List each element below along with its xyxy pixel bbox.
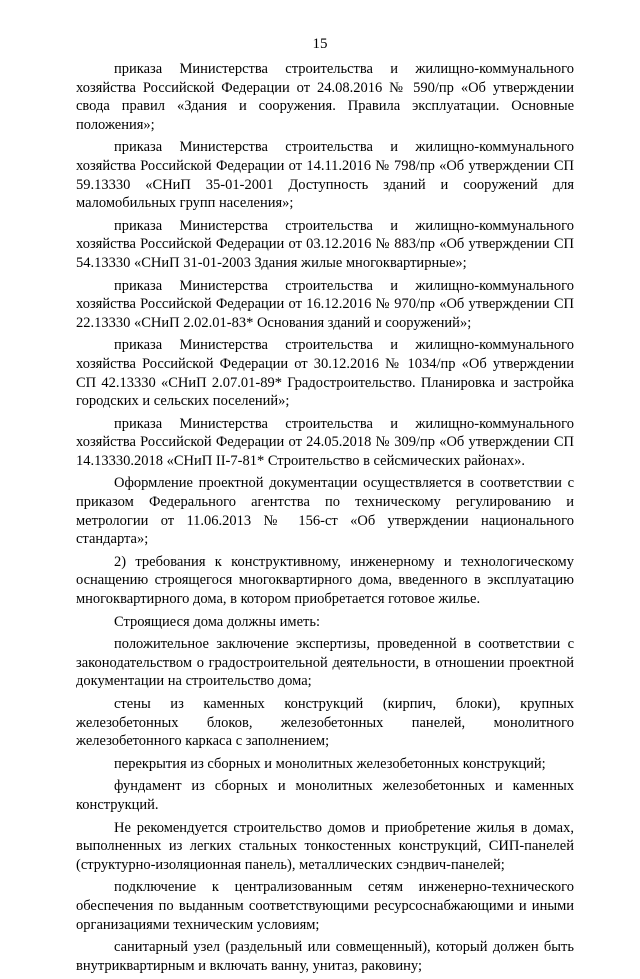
- paragraph: приказа Министерства строительства и жилищно-коммунального хозяйства Российской Федерации от 14.11.2016 № 798/пр «Об утверждении СП 59.13330 «СНиП 35-01-2001 Доступность зданий и сооружений для маломобильных групп населения»;: [76, 139, 574, 212]
- paragraph: положительное заключение экспертизы, проведенной в соответствии с законодательством о градостроительной деятельности, в отношении проектной документации на строительство дома;: [76, 636, 574, 690]
- paragraph: Строящиеся дома должны иметь:: [114, 613, 320, 630]
- paragraph: перекрытия из сборных и монолитных железобетонных конструкций;: [114, 755, 546, 772]
- paragraph: 2) требования к конструктивному, инженерному и технологическому оснащению строящегося многоквартирного дома, введенного в эксплуатацию многоквартирного дома, в котором приобретается готовое жилье.: [76, 553, 574, 608]
- paragraph: Оформление проектной документации осуществляется в соответствии с приказом Федерального агентства по техническому регулированию и метрологии от 11.06.2013 № 156-ст «Об утверждении национального стандарта»;: [76, 475, 574, 548]
- paragraph: приказа Министерства строительства и жилищно-коммунального хозяйства Российской Федерации от 30.12.2016 № 1034/пр «Об утверждении СП 42.13330 «СНиП 2.07.01-89* Градостроительство. Планировка и застройка городских и сельских поселений»;: [76, 337, 574, 410]
- paragraph: санитарный узел (раздельный или совмещенный), который должен быть внутриквартирным и включать ванну, унитаз, раковину;: [76, 939, 574, 974]
- paragraph: приказа Министерства строительства и жилищно-коммунального хозяйства Российской Федерации от 16.12.2016 № 970/пр «Об утверждении СП 22.13330 «СНиП 2.02.01-83* Основания зданий и сооружений»;: [76, 277, 574, 331]
- paragraph: фундамент из сборных и монолитных железобетонных и каменных конструкций.: [76, 778, 574, 813]
- paragraph: подключение к централизованным сетям инженерно-технического обеспечения по выданным соответствующими ресурсоснабжающими и иными организациями техническим условиям;: [76, 879, 574, 933]
- paragraph: приказа Министерства строительства и жилищно-коммунального хозяйства Российской Федерации от 24.08.2016 № 590/пр «Об утверждении свода правил «Здания и сооружения. Правила эксплуатации. Основные положения»;: [76, 61, 574, 133]
- paragraph: приказа Министерства строительства и жилищно-коммунального хозяйства Российской Федерации от 24.05.2018 № 309/пр «Об утверждении СП 14.13330.2018 «СНиП II-7-81* Строительство в сейсмических районах».: [76, 415, 574, 469]
- page-number: 15: [312, 36, 328, 52]
- paragraph: приказа Министерства строительства и жилищно-коммунального хозяйства Российской Федерации от 03.12.2016 № 883/пр «Об утверждении СП 54.13330 «СНиП 31-01-2003 Здания жилые многоквартирные»;: [76, 217, 574, 271]
- paragraph: стены из каменных конструкций (кирпич, блоки), крупных железобетонных блоков, железобетонных панелей, монолитного железобетонного каркаса с заполнением;: [76, 696, 574, 750]
- document-body: [76, 60, 574, 979]
- paragraph: Не рекомендуется строительство домов и приобретение жилья в домах, выполненных из легких стальных тонкостенных конструкций, СИП-панелей (структурно-изоляционная панель), металлических сэндвич-панелей;: [76, 819, 574, 873]
